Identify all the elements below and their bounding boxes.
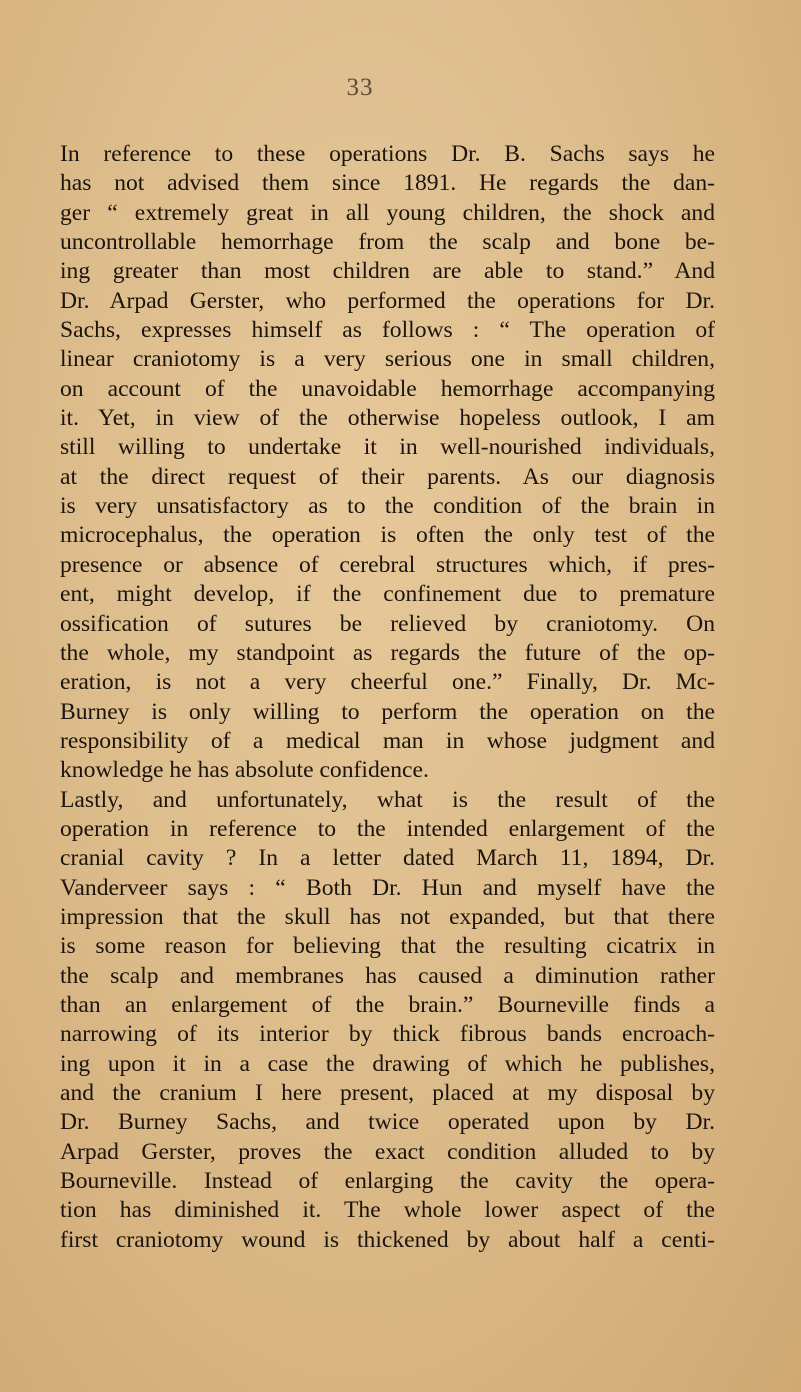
text-line: at the direct request of their parents. As our diagnosis (60, 463, 715, 490)
text-line: than an enlargement of the brain.” Bourneville finds a (60, 991, 715, 1018)
text-line: Dr. Arpad Gerster, who performed the operations for Dr. (60, 287, 715, 314)
text-line: ing greater than most children are able to stand.” And (60, 258, 715, 285)
text-line: impression that the skull has not expanded, but that there (60, 903, 715, 930)
text-line: it. Yet, in view of the otherwise hopeless outlook, I am (60, 405, 715, 432)
text-line: ing upon it in a case the drawing of which he publishes, (60, 1050, 715, 1077)
text-line: In reference to these operations Dr. B. Sachs says he (60, 141, 715, 167)
text-line: ger “ extremely great in all young children, the shock and (60, 199, 715, 226)
text-line: linear craniotomy is a very serious one in small children, (60, 346, 715, 373)
text-line: Sachs, expresses himself as follows : “ The operation of (60, 317, 715, 344)
text-line: Burney is only willing to perform the operation on the (60, 698, 715, 725)
text-line: Dr. Burney Sachs, and twice operated upon by Dr. (60, 1109, 715, 1136)
text-line: on account of the unavoidable hemorrhage accompanying (60, 375, 715, 402)
text-line: the scalp and membranes has caused a diminution rather (60, 962, 715, 989)
text-line: is very unsatisfactory as to the condition of the brain in (60, 493, 715, 520)
text-line: Bourneville. Instead of enlarging the cavity the opera- (60, 1168, 715, 1195)
text-line: Lastly, and unfortunately, what is the result of the (60, 786, 715, 813)
text-line: operation in reference to the intended enlargement of the (60, 815, 715, 842)
text-line: tion has diminished it. The whole lower aspect of the (60, 1197, 715, 1224)
text-line: knowledge he has absolute confidence. (60, 757, 429, 784)
text-line: responsibility of a medical man in whose judgment and (60, 727, 715, 754)
text-line: Vanderveer says : “ Both Dr. Hun and myself have the (60, 874, 715, 901)
text-line: has not advised them since 1891. He regards the dan- (60, 170, 715, 197)
text-line: narrowing of its interior by thick fibrous bands encroach- (60, 1021, 715, 1048)
text-line: is some reason for believing that the resulting cicatrix in (60, 933, 715, 960)
text-line: still willing to undertake it in well-nourished individuals, (60, 434, 715, 461)
text-line: ossification of sutures be relieved by craniotomy. On (60, 610, 715, 637)
text-line: microcephalus, the operation is often the only test of the (60, 522, 715, 549)
text-line: presence or absence of cerebral structures which, if pres- (60, 551, 715, 578)
text-line: eration, is not a very cheerful one.” Finally, Dr. Mc- (60, 669, 715, 696)
text-line: uncontrollable hemorrhage from the scalp and bone be- (60, 229, 715, 256)
text-line: Arpad Gerster, proves the exact condition alluded to by (60, 1138, 715, 1165)
page-number: 33 (346, 74, 374, 101)
text-line: ent, might develop, if the confinement due to premature (60, 581, 715, 608)
body-text (60, 140, 715, 1255)
text-line: first craniotomy wound is thickened by about half a centi- (60, 1226, 715, 1253)
text-line: the whole, my standpoint as regards the future of the op- (60, 639, 715, 666)
text-line: cranial cavity ? In a letter dated March 11, 1894, Dr. (60, 845, 715, 872)
text-line: and the cranium I here present, placed at my disposal by (60, 1080, 715, 1106)
